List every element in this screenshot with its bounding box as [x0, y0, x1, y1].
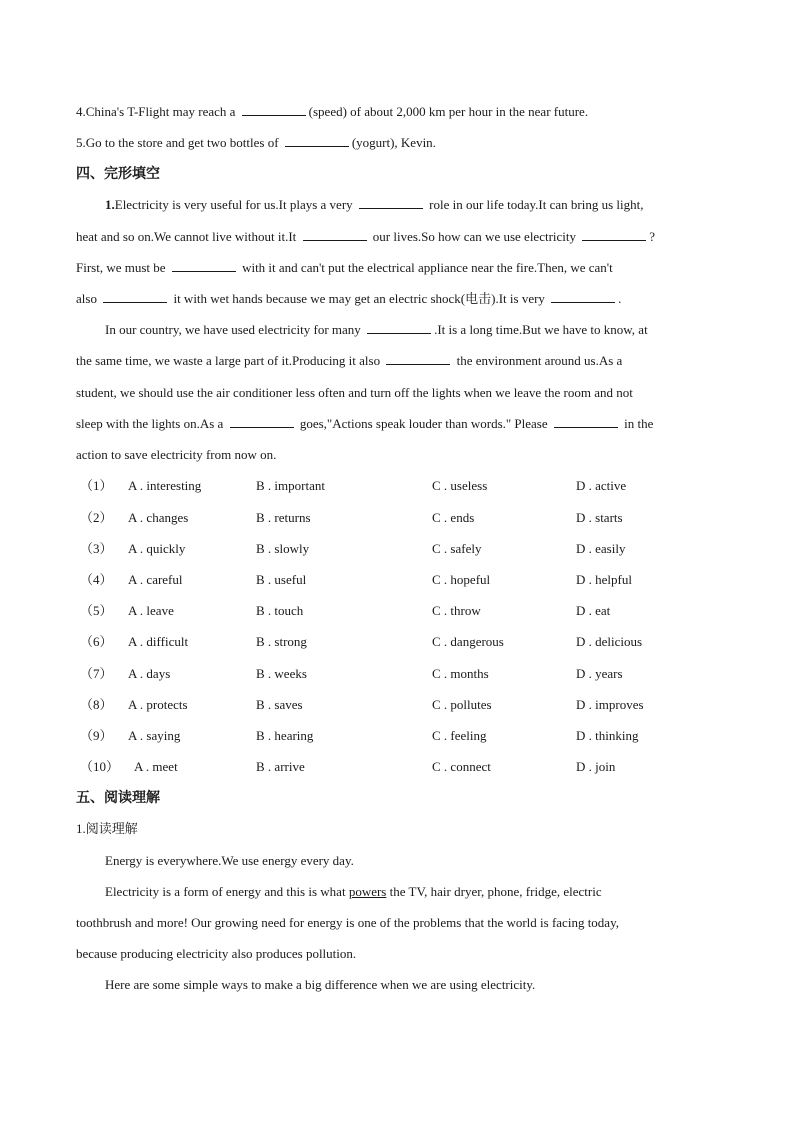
option-number: （3）	[80, 541, 113, 556]
option-d[interactable]: D . improves	[576, 697, 644, 712]
cloze-text: goes,"Actions speak louder than words." Please	[296, 416, 551, 431]
option-d[interactable]: D . join	[576, 759, 616, 774]
reading-text: Electricity is a form of energy and this is what	[105, 884, 349, 899]
cloze-line	[76, 228, 716, 246]
option-d[interactable]: D . active	[576, 478, 627, 493]
answer-blank	[303, 228, 367, 241]
option-d[interactable]: D . eat	[576, 603, 611, 618]
cloze-text: our lives.So how can we use electricity	[369, 229, 580, 244]
option-row	[76, 571, 716, 589]
reading-paragraph: Here are some simple ways to make a big difference when we are using electricity.	[105, 977, 536, 992]
reading-line	[105, 883, 716, 901]
option-a[interactable]: A . meet	[134, 759, 178, 774]
option-b[interactable]: B . touch	[256, 603, 304, 618]
cloze-text: the same time, we waste a large part of it.Producing it also	[76, 353, 384, 368]
answer-blank	[359, 196, 423, 209]
option-a[interactable]: A . changes	[128, 510, 189, 525]
cloze-text: in the	[620, 416, 654, 431]
option-c[interactable]: C . useless	[432, 478, 488, 493]
cloze-text: First, we must be	[76, 260, 169, 275]
cloze-text: the environment around us.As a	[453, 353, 623, 368]
question-number: 1.	[105, 197, 115, 212]
answer-blank	[551, 290, 615, 303]
cloze-text: ?	[649, 229, 656, 244]
option-b[interactable]: B . weeks	[256, 666, 307, 681]
question-4-text: 4.China's T-Flight may reach a	[76, 104, 239, 119]
answer-blank	[172, 259, 236, 272]
option-c[interactable]: C . connect	[432, 759, 491, 774]
subsection-title: 1.阅读理解	[76, 821, 138, 836]
cloze-text: also	[76, 291, 101, 306]
option-number: （2）	[80, 510, 113, 525]
option-a[interactable]: A . difficult	[128, 634, 189, 649]
question-4	[76, 103, 716, 121]
option-a[interactable]: A . protects	[128, 697, 188, 712]
option-b[interactable]: B . important	[256, 478, 325, 493]
cloze-text: Electricity is very useful for us.It plays a very	[114, 197, 356, 212]
option-number: （6）	[80, 634, 113, 649]
cloze-text: with it and can't put the electrical appliance near the fire.Then, we can't	[238, 260, 613, 275]
option-c[interactable]: C . months	[432, 666, 489, 681]
question-5-text: (yogurt), Kevin.	[351, 135, 436, 150]
option-b[interactable]: B . useful	[256, 572, 307, 587]
option-row	[76, 665, 716, 683]
cloze-line: action to save electricity from now on.	[76, 447, 277, 462]
answer-blank	[285, 134, 349, 147]
option-c[interactable]: C . dangerous	[432, 634, 504, 649]
underlined-word: powers	[348, 884, 387, 899]
cloze-text: In our country, we have used electricity for many	[105, 322, 365, 337]
cloze-text: it with wet hands because we may get an electric shock(电击).It is very	[170, 291, 549, 306]
cloze-text: .	[618, 291, 622, 306]
option-d[interactable]: D . helpful	[576, 572, 632, 587]
option-row	[76, 758, 716, 776]
option-row	[76, 727, 716, 745]
section-4-heading: 四、完形填空	[76, 166, 160, 182]
option-b[interactable]: B . slowly	[256, 541, 310, 556]
reading-line: toothbrush and more! Our growing need for energy is one of the problems that the world is facing today,	[76, 915, 619, 930]
cloze-line	[76, 352, 716, 370]
question-4-text: (speed) of about 2,000 km per hour in the near future.	[308, 104, 589, 119]
option-row	[76, 540, 716, 558]
option-a[interactable]: A . days	[128, 666, 171, 681]
answer-blank	[242, 103, 306, 116]
answer-blank	[582, 228, 646, 241]
option-d[interactable]: D . starts	[576, 510, 623, 525]
reading-text: the TV, hair dryer, phone, fridge, electric	[386, 884, 602, 899]
option-b[interactable]: B . hearing	[256, 728, 314, 743]
cloze-line	[105, 321, 716, 339]
reading-line: because producing electricity also produces pollution.	[76, 946, 357, 961]
option-a[interactable]: A . leave	[128, 603, 174, 618]
option-c[interactable]: C . safely	[432, 541, 482, 556]
option-row	[76, 696, 716, 714]
option-a[interactable]: A . saying	[128, 728, 181, 743]
option-a[interactable]: A . quickly	[128, 541, 186, 556]
cloze-text: .It is a long time.But we have to know, at	[434, 322, 648, 337]
cloze-line	[76, 290, 716, 308]
option-a[interactable]: A . interesting	[128, 478, 202, 493]
option-b[interactable]: B . arrive	[256, 759, 305, 774]
option-a[interactable]: A . careful	[128, 572, 183, 587]
option-number: （9）	[80, 728, 113, 743]
answer-blank	[554, 415, 618, 428]
cloze-text: heat and so on.We cannot live without it.It	[76, 229, 300, 244]
option-c[interactable]: C . throw	[432, 603, 481, 618]
option-b[interactable]: B . strong	[256, 634, 307, 649]
answer-blank	[103, 290, 167, 303]
option-number: （7）	[80, 666, 113, 681]
option-c[interactable]: C . pollutes	[432, 697, 492, 712]
cloze-text: role in our life today.It can bring us light,	[425, 197, 644, 212]
option-number: （4）	[80, 572, 113, 587]
question-5	[76, 134, 716, 152]
option-d[interactable]: D . delicious	[576, 634, 643, 649]
option-row	[76, 509, 716, 527]
option-d[interactable]: D . easily	[576, 541, 626, 556]
option-number: （5）	[80, 603, 113, 618]
cloze-line	[76, 415, 716, 433]
option-number: （10）	[80, 759, 120, 774]
option-c[interactable]: C . ends	[432, 510, 475, 525]
answer-blank	[386, 352, 450, 365]
option-b[interactable]: B . returns	[256, 510, 311, 525]
answer-blank	[367, 321, 431, 334]
option-number: （8）	[80, 697, 113, 712]
option-c[interactable]: C . feeling	[432, 728, 487, 743]
option-row	[76, 477, 716, 495]
option-d[interactable]: D . thinking	[576, 728, 639, 743]
option-row	[76, 602, 716, 620]
option-b[interactable]: B . saves	[256, 697, 303, 712]
option-d[interactable]: D . years	[576, 666, 623, 681]
section-5-heading: 五、阅读理解	[76, 790, 160, 806]
option-number: （1）	[80, 478, 113, 493]
cloze-line	[105, 196, 716, 214]
cloze-line	[76, 259, 716, 277]
reading-paragraph: Energy is everywhere.We use energy every day.	[105, 853, 354, 868]
cloze-line: student, we should use the air conditioner less often and turn off the lights when we leave the room and not	[76, 385, 633, 400]
cloze-text: sleep with the lights on.As a	[76, 416, 227, 431]
question-5-text: 5.Go to the store and get two bottles of	[76, 135, 282, 150]
option-c[interactable]: C . hopeful	[432, 572, 491, 587]
answer-blank	[230, 415, 294, 428]
option-row	[76, 633, 716, 651]
